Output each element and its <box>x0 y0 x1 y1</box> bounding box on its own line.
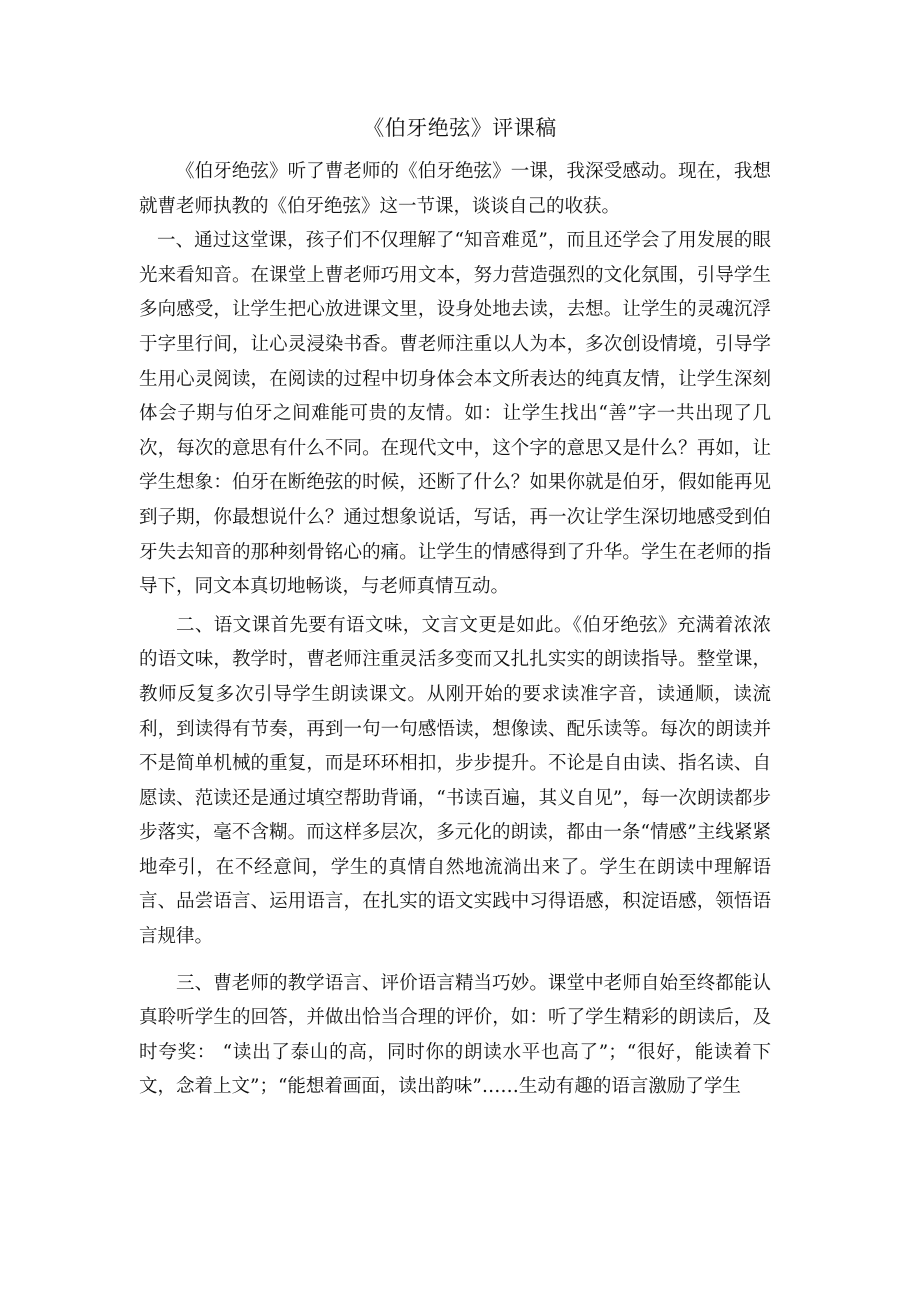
paragraph-point-three: 三、曹老师的教学语言、评价语言精当巧妙。课堂中老师自始至终都能认真聆听学生的回答，并做出恰当合理的评价，如：听了学生精彩的朗读后，及时夸奖： “读出了泰山的高，同时你的朗读水平也高了”；“很好，能读着下文，念着上文”；“能想着画面，读出韵味”……生动有趣的语言激励了学生 <box>139 972 771 1098</box>
paragraph-point-two: 二、语文课首先要有语文味，文言文更是如此。《伯牙绝弦》充满着浓浓的语文味，教学时，曹老师注重灵活多变而又扎扎实实的朗读指导。整堂课，教师反复多次引导学生朗读课文。从刚开始的要求读准字音，读通顺，读流利，到读得有节奏，再到一句一句感悟读，想像读、配乐读等。每次的朗读并不是简单机械的重复，而是环环相扣，步步提升。不论是自由读、指名读、自愿读、范读还是通过填空帮助背诵，“书读百遍，其义自见”，每一次朗读都步步落实，毫不含糊。而这样多层次，多元化的朗读，都由一条“情感”主线紧紧地牵引，在不经意间，学生的真情自然地流淌出来了。学生在朗读中理解语言、品尝语言、运用语言，在扎实的语文实践中习得语感，积淀语感，领悟语言规律。 <box>139 614 771 948</box>
document-body <box>139 155 771 1105</box>
document-title: 《伯牙绝弦》评课稿 <box>363 116 557 140</box>
paragraph-point-one: 一、通过这堂课，孩子们不仅理解了“知音难觅”，而且还学会了用发展的眼光来看知音。在课堂上曹老师巧用文本，努力营造强烈的文化氛围，引导学生多向感受，让学生把心放进课文里，设身处地去读，去想。让学生的灵魂沉浮于字里行间，让心灵浸染书香。曹老师注重以人为本，多次创设情境，引导学生用心灵阅读，在阅读的过程中切身体会本文所表达的纯真友情，让学生深刻体会子期与伯牙之间难能可贵的友情。如：让学生找出“善”字一共出现了几次，每次的意思有什么不同。在现代文中，这个字的意思又是什么？再如，让学生想象：伯牙在断绝弦的时候，还断了什么？如果你就是伯牙，假如能再见到子期，你最想说什么？通过想象说话，写话，再一次让学生深切地感受到伯牙失去知音的那种刻骨铭心的痛。让学生的情感得到了升华。学生在老师的指导下，同文本真切地畅谈，与老师真情互动。 <box>139 230 771 598</box>
intro-paragraph: 《伯牙绝弦》听了曹老师的《伯牙绝弦》一课，我深受感动。现在，我想就曹老师执教的《伯牙绝弦》这一节课，谈谈自己的收获。 <box>139 161 771 217</box>
